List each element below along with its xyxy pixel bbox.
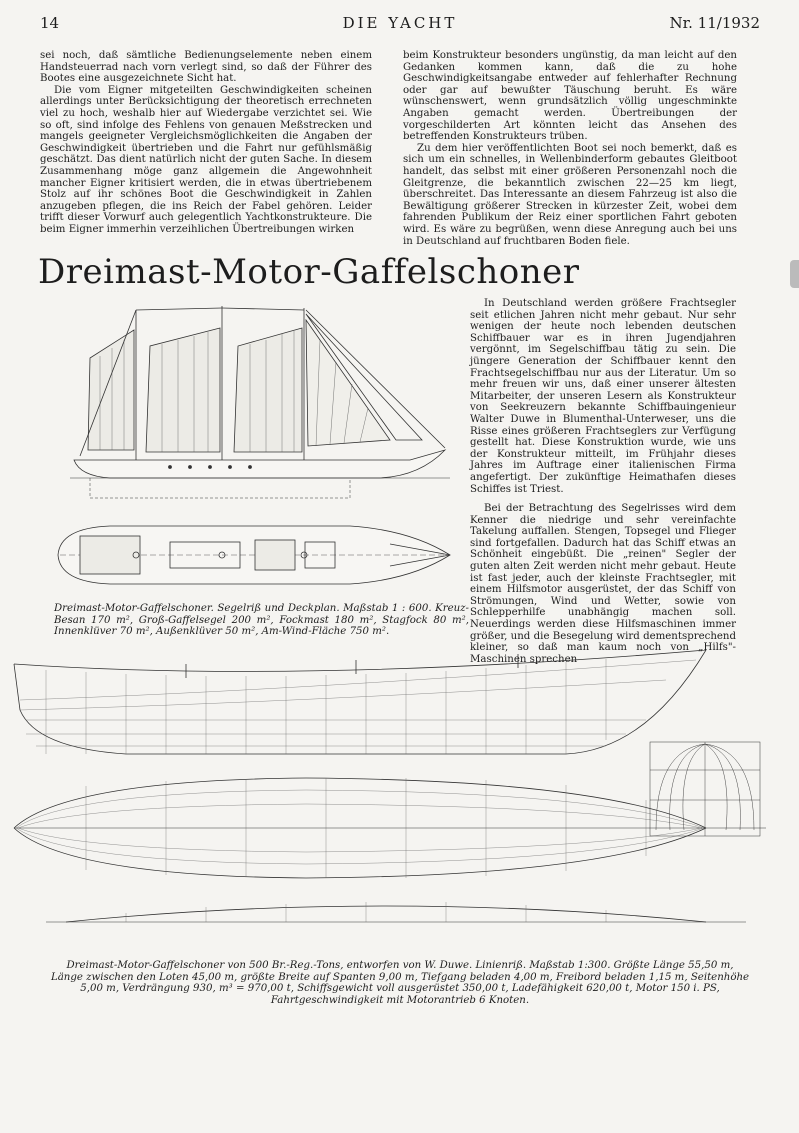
page-edge-mark <box>790 260 799 288</box>
lines-plan-caption: Dreimast-Motor-Gaffelschoner von 500 Br.-Reg.-Tons, entworfen von W. Duwe. Linienriß. Maßstab 1:300. Größte Länge 55,50 m, Länge zwischen den Loten 45,00 m, größte Breite auf Spanten 9,00 m, Tiefgang beladen 4,00 m, Freibord beladen 1,15 m, Seitenhöhe 5,00 m, Verdrängung 930, m³ = 970,00 t, Schiffsgewicht voll ausgerüstet 350,00 t, Ladefähigkeit 620,00 t, Motor 150 i. PS, Fahrtgeschwindigkeit mit Motorantrieb 6 Knoten. <box>50 960 750 1006</box>
article-title: Dreimast-Motor-Gaffelschoner <box>38 252 580 292</box>
lines-plan-drawing <box>6 650 796 955</box>
sail-plan-caption: Dreimast-Motor-Gaffelschoner. Segelriß und Deckplan. Maßstab 1 : 600. Kreuz-Besan 170 m², Groß-Gaffelsegel 200 m², Fockmast 180 m², Stagfock 80 m², Innenklüver 70 m², Außenklüver 50 m², Am-Wind-Fläche 750 m². <box>54 603 469 638</box>
paragraph: sei noch, daß sämtliche Bedienungselemente neben einem Handsteuerrad nach vorn verlegt sind, so daß der Führer des Bootes eine ausgezeichnete Sicht hat. <box>40 50 372 85</box>
page-header <box>40 14 760 38</box>
journal-title: DIE YACHT <box>342 14 458 32</box>
paragraph: Bei der Betrachtung des Segelrisses wird dem Kenner die niedrige und sehr vereinfachte Takelung auffallen. Stengen, Topsegel und Flieger sind fortgefallen. Dadurch hat das Schiff etwas an Schönheit eingebüßt. Die „reinen" Segler der guten alten Zeit werden nicht mehr gebaut. Heute ist fast jeder, auch der kleinste Frachtsegler, mit einem Hilfsmotor ausgerüstet, der das Schiff von Strömungen, Wind und Wetter, sowie von Schlepperhilfe unabhängig machen soll. Neuerdings werden diese Hilfsmaschinen immer größer, und die Besegelung wird dementsprechend kleiner, so daß man kaum noch von „Hilfs"-Maschinen sprechen <box>470 503 736 665</box>
sail-plan-drawing <box>50 300 460 510</box>
paragraph: Zu dem hier veröffentlichten Boot sei noch bemerkt, daß es sich um ein schnelles, in Wellenbinderform gebautes Gleitboot handelt, das selbst mit einer größeren Personenzahl noch die Gleitgrenze, die bekanntlich zwischen 22—25 km liegt, überschreitet. Das Interessante an diesem Fahrzeug ist also die Bewältigung größerer Strecken in kürzester Zeit, wobei dem fahrenden Publikum der Reiz einer sportlichen Fahrt geboten wird. Es wäre zu begrüßen, wenn diese Anregung auch bei uns in Deutschland auf fruchtbaren Boden fiele. <box>403 142 737 247</box>
page-number: 14 <box>40 14 60 32</box>
article-text <box>470 298 736 665</box>
paragraph: Die vom Eigner mitgeteilten Geschwindigkeiten scheinen allerdings unter Berücksichtigung der theoretisch errechneten viel zu hoch, weshalb hier auf Wiedergabe verzichtet sei. Wie so oft, sind infolge des Fehlens von genauen Meßstrecken und mangels geeigneter Vergleichsmöglichkeiten die Angaben der Geschwindigkeit übertrieben und die Fahrt nur gefühlsmäßig geschätzt. Das dient natürlich nicht der guten Sache. In diesem Zusammenhang möge ganz allgemein die Angewohnheit mancher Eigner kritisiert werden, die in etwas übertriebenem Stolz auf ihr schönes Boot die Geschwindigkeit in Zahlen anzugeben pflegen, die ins Reich der Fabel gehören. Leider trifft dieser Vorwurf auch gelegentlich Yachtkonstrukteure. Die beim Eigner immerhin verzeihlichen Übertreibungen wirken <box>40 84 372 235</box>
intro-column-1 <box>40 50 372 236</box>
deck-plan-drawing <box>50 520 455 590</box>
issue-number: Nr. 11/1932 <box>669 14 760 32</box>
paragraph: beim Konstrukteur besonders ungünstig, da man leicht auf den Gedanken kommen kann, daß die zu hohe Geschwindigkeitsangabe entweder auf fehlerhafter Rechnung oder gar auf bewußter Täuschung beruht. Es wäre wünschenswert, wenn grundsätzlich völlig ungeschminkte Angaben gemacht werden. Übertreibungen der vorgeschilderten Art könnten leicht das Ansehen des betreffenden Konstrukteurs trüben. <box>403 50 737 143</box>
paragraph: In Deutschland werden größere Frachtsegler seit etlichen Jahren nicht mehr gebaut. Nur sehr wenigen der heute noch lebenden deutschen Schiffbauer war es in ihren Jugendjahren vergönnt, im Segelschiffbau tätig zu sein. Die jüngere Generation der Schiffbauer kennt den Frachtsegelschiffbau nur aus der Literatur. Um so mehr freuen wir uns, daß einer unserer ältesten Mitarbeiter, der unseren Lesern als Konstrukteur von Seekreuzern bekannte Schiffbauingenieur Walter Duwe in Blumenthal-Unterweser, uns die Risse eines größeren Frachtseglers zur Verfügung gestellt hat. Diese Konstruktion wurde, wie uns der Konstrukteur mitteilt, im Frühjahr dieses Jahres im Auftrage einer italienischen Firma angefertigt. Der zukünftige Heimathafen dieses Schiffes ist Triest. <box>470 298 736 495</box>
intro-column-2 <box>403 50 737 247</box>
